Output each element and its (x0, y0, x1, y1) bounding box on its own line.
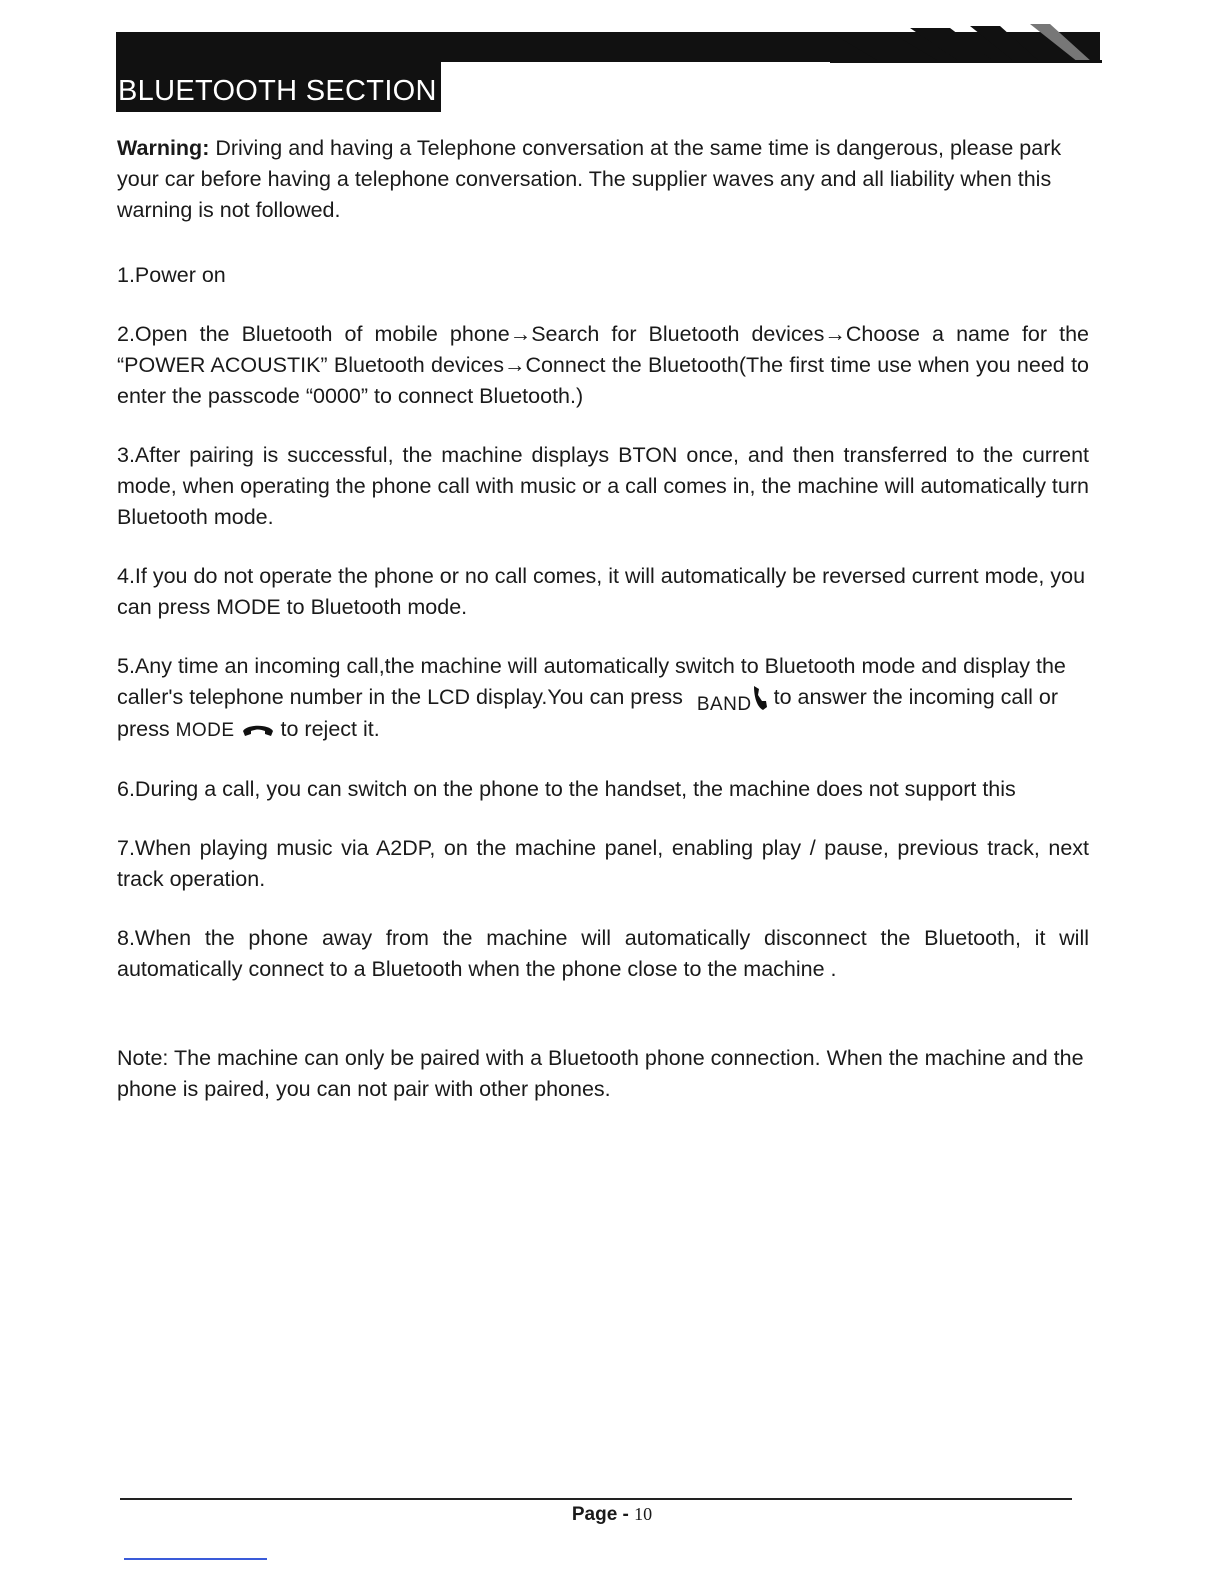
band-label: BAND (696, 694, 752, 715)
step-5-text-1: 5.Any time an incoming call,the machine will automatically switch to Bluetooth mode and display the caller's telephone number in the LCD display.You can press (117, 654, 1066, 709)
step-4: 4.If you do not operate the phone or no call comes, it will automatically be reversed current mode, you can press MODE to Bluetooth mode. (117, 564, 1086, 619)
bottom-underline (124, 1558, 267, 1560)
call-reject-icon (241, 722, 275, 738)
step-8: 8.When the phone away from the machine will automatically disconnect the Bluetooth, it will automatically connect to a Bluetooth when the phone close to the machine . (117, 926, 1089, 981)
call-answer-icon (752, 685, 768, 711)
mode-label: MODE (175, 720, 235, 741)
page-label: Page - (571, 1504, 635, 1525)
step-5 (117, 651, 1089, 746)
page-number (0, 1504, 1224, 1526)
warning-paragraph (117, 133, 1089, 226)
footer-divider (120, 1498, 1072, 1500)
step-1: 1.Power on (117, 263, 226, 287)
step-5-text-2: to answer the incoming call or press (117, 685, 1059, 741)
step-7: 7.When playing music via A2DP, on the machine panel, enabling play / pause, previous track, next track operation. (117, 836, 1089, 891)
header-stripes-decoration (830, 22, 1110, 64)
step-6: 6.During a call, you can switch on the phone to the handset, the machine does not support this (117, 777, 1016, 801)
step-3: 3.After pairing is successful, the machine displays BTON once, and then transferred to the current mode, when operating the phone call with music or a call comes in, the machine will automatically turn Bluetooth mode. (117, 443, 1089, 529)
section-title: BLUETOOTH SECTION (116, 62, 441, 112)
page-number-value: 10 (634, 1504, 653, 1524)
note-paragraph: Note: The machine can only be paired with a Bluetooth phone connection. When the machine and the phone is paired, you can not pair with other phones. (117, 1046, 1084, 1101)
step-2: 2.Open the Bluetooth of mobile phone→Search for Bluetooth devices→Choose a name for the “POWER ACOUSTIK” Bluetooth devices→Connect the Bluetooth(The first time use when you need to enter the passcode “0000” to connect Bluetooth.) (117, 322, 1089, 408)
warning-label: Warning: (117, 136, 210, 160)
warning-text: Driving and having a Telephone conversation at the same time is dangerous, please park your car before having a telephone conversation. The supplier waves any and all liability when this warning is not followed. (117, 136, 1062, 222)
step-5-text-3: to reject it. (274, 717, 380, 741)
document-body (117, 133, 1089, 1133)
